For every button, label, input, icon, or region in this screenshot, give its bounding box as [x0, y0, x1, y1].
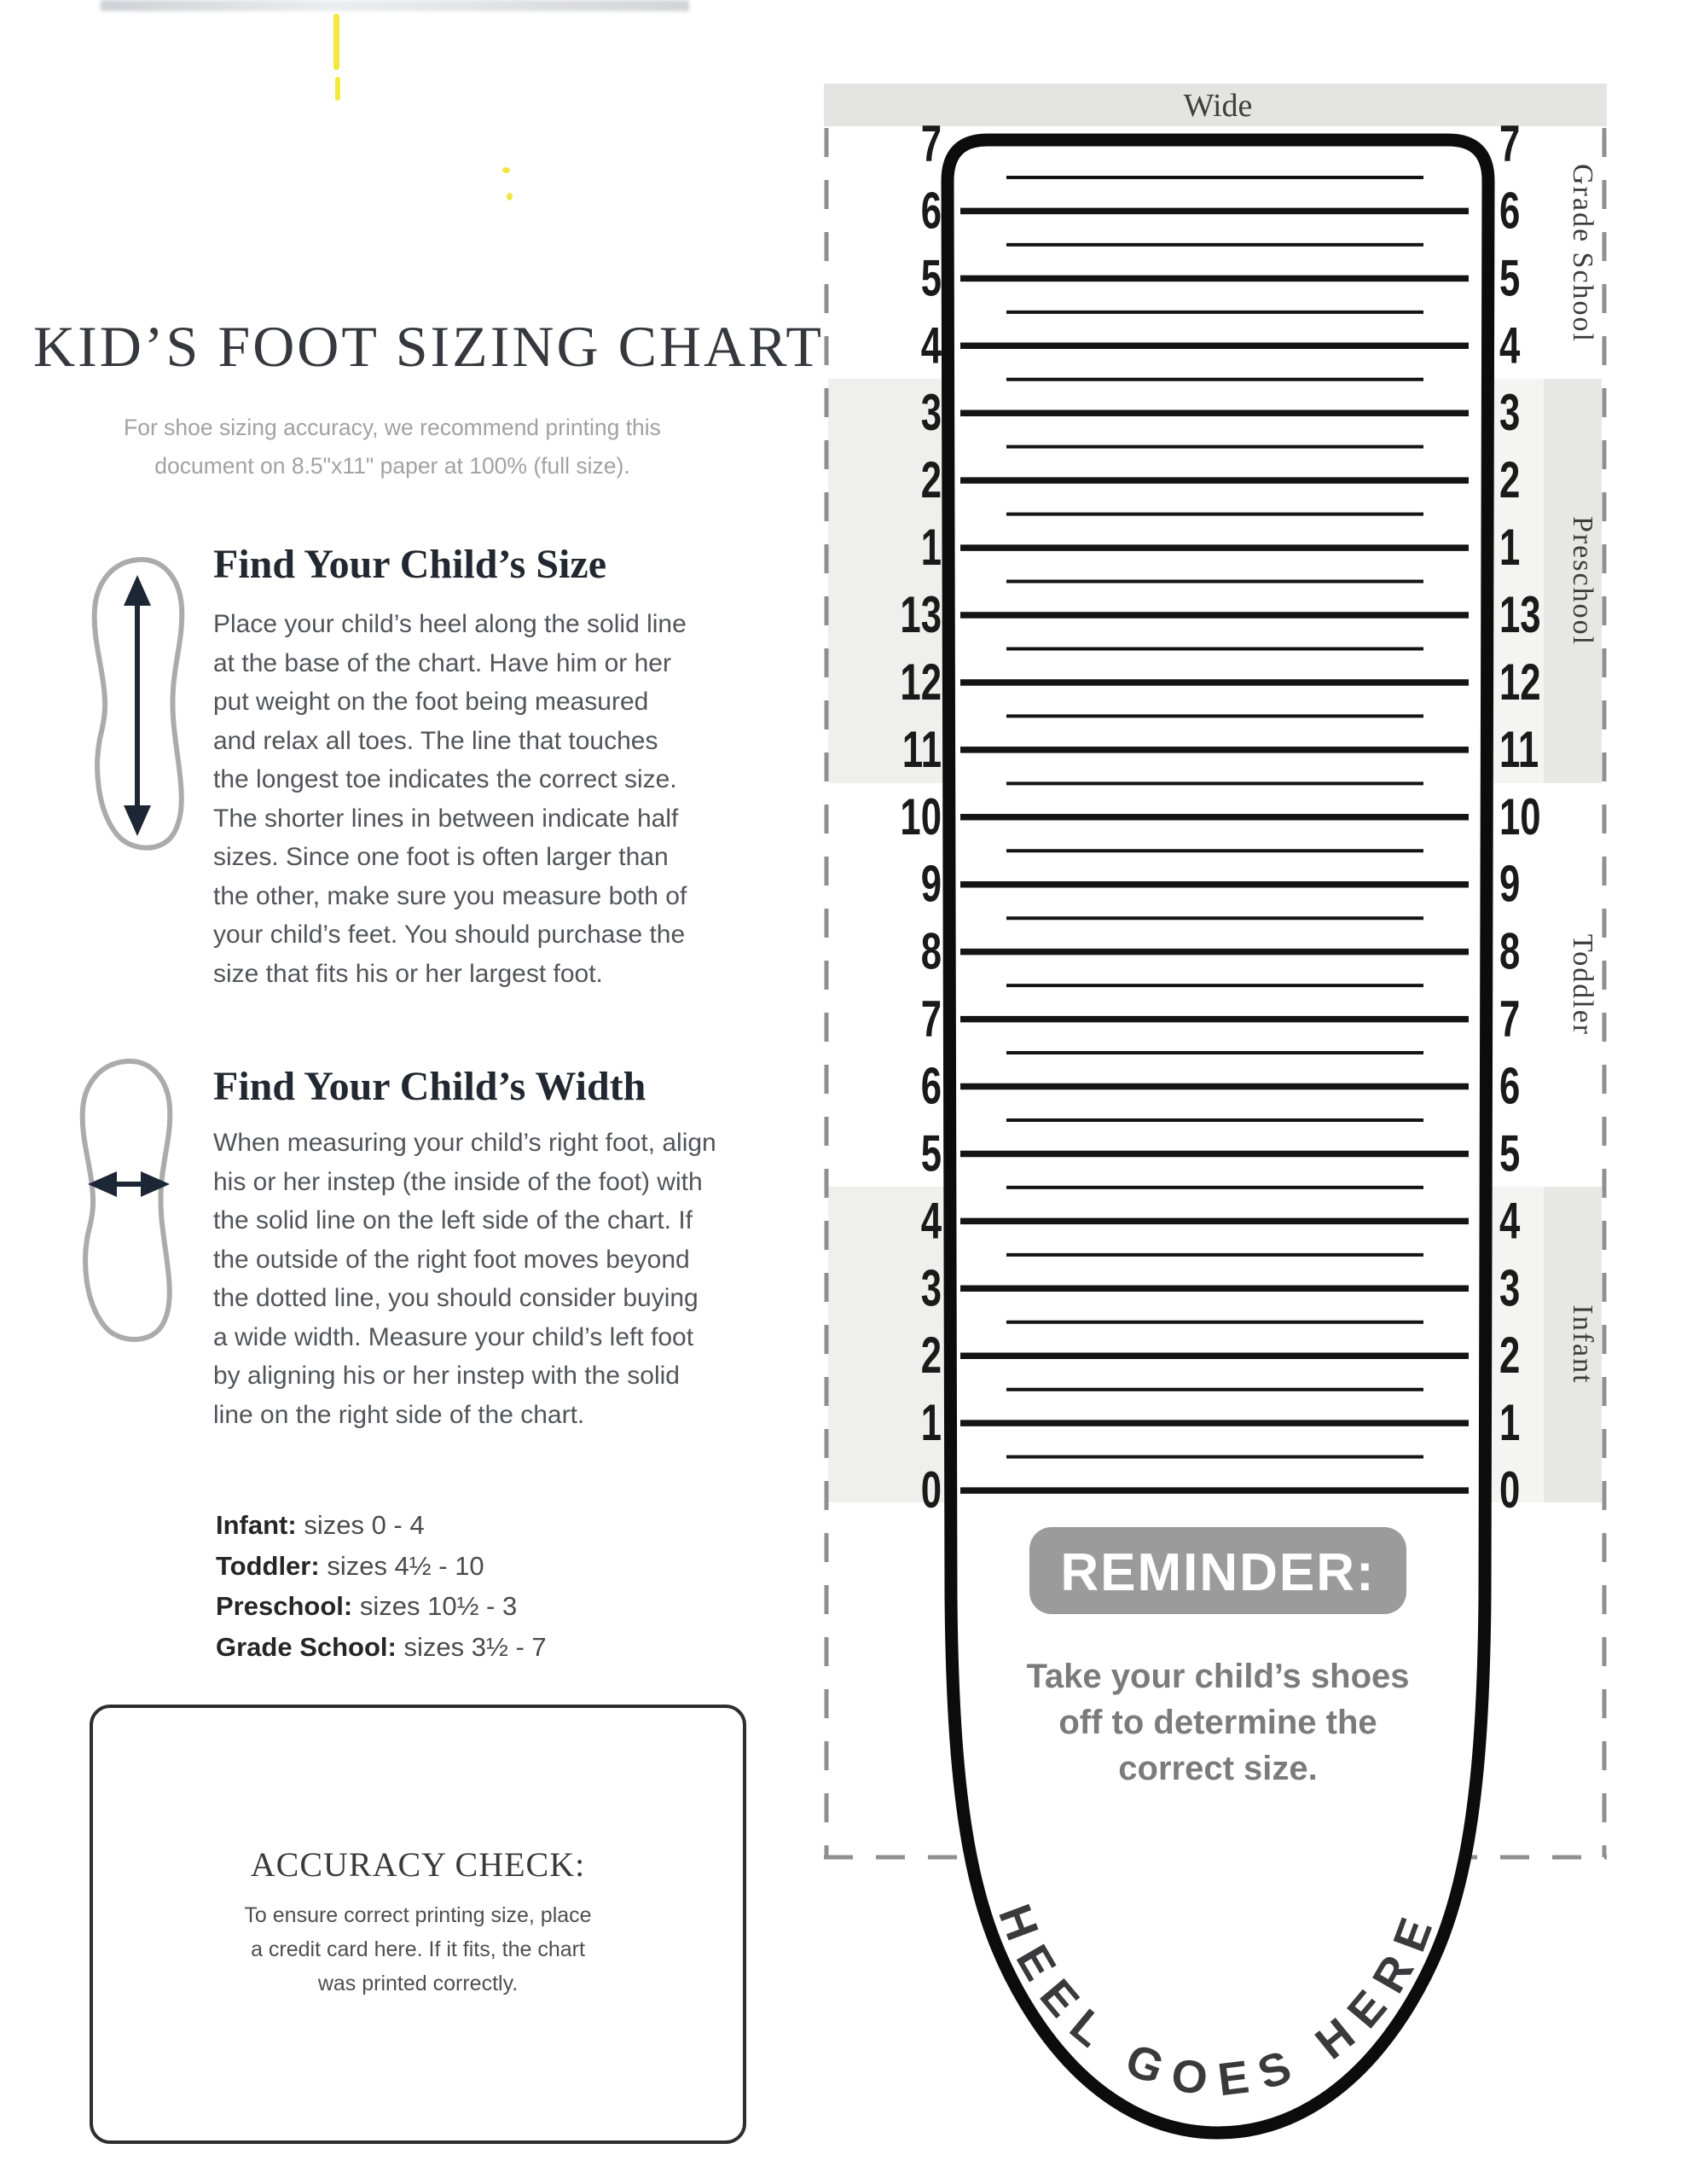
size-label-left: 6 — [920, 1057, 942, 1116]
size-label-right: 11 — [1499, 720, 1539, 779]
text-line: at the base of the chart. Have him or her — [213, 648, 671, 677]
scan-artifact-yellow-line — [333, 14, 339, 70]
text-line: was printed correctly. — [317, 1972, 519, 1995]
text-line: the outside of the right foot moves beyond — [213, 1245, 690, 1274]
text-line: The shorter lines in between indicate half — [213, 804, 679, 833]
zone-label: Preschool — [1567, 515, 1598, 647]
size-label-left: 0 — [920, 1461, 942, 1519]
size-label-right: 9 — [1499, 855, 1521, 914]
size-key-value: sizes 10½ - 3 — [359, 1591, 518, 1621]
text-line: sizes. Since one foot is often larger than — [213, 843, 669, 871]
size-label-right: 1 — [1499, 519, 1521, 577]
size-label-right: 4 — [1499, 1192, 1521, 1251]
scan-artifact-yellow-dot — [502, 167, 510, 173]
size-key-item — [216, 1546, 547, 1587]
text-line: To ensure correct printing size, place — [244, 1903, 592, 1927]
text-line: your child’s feet. You should purchase the — [213, 921, 686, 949]
wide-label: Wide — [1183, 88, 1253, 124]
text-line: Place your child’s heel along the solid line — [213, 610, 687, 638]
size-key-label: Preschool: — [216, 1591, 353, 1621]
text-line: the other, make sure you measure both of — [213, 881, 687, 910]
size-key-label: Infant: — [216, 1510, 297, 1540]
accuracy-check-heading: ACCURACY CHECK: — [250, 1845, 586, 1884]
size-key-list — [216, 1505, 547, 1667]
text-line: a wide width. Measure your child’s left foot — [213, 1322, 694, 1351]
size-label-left: 9 — [920, 855, 942, 914]
text-line: line on the right side of the chart. — [213, 1400, 585, 1429]
accuracy-check-paragraph — [93, 1898, 743, 2001]
text-line: the dotted line, you should consider buying — [213, 1284, 699, 1312]
size-label-right: 4 — [1499, 317, 1521, 375]
size-label-right: 6 — [1499, 1057, 1521, 1116]
size-key-item — [216, 1586, 547, 1627]
reminder-line: correct size. — [1118, 1750, 1318, 1787]
size-key-value: sizes 4½ - 10 — [327, 1550, 484, 1581]
size-label-left: 4 — [920, 317, 942, 375]
size-key-label: Toddler: — [216, 1550, 320, 1581]
foot-sizing-chart — [817, 77, 1627, 2184]
size-label-right: 1 — [1499, 1394, 1521, 1452]
size-label-right: 6 — [1499, 182, 1521, 241]
text-line: and relax all toes. The line that touches — [213, 726, 658, 755]
size-label-left: 2 — [920, 1327, 942, 1385]
section-heading-width: Find Your Child’s Width — [213, 1064, 646, 1109]
insole-outline — [83, 1061, 171, 1339]
size-label-right: 8 — [1499, 922, 1521, 981]
size-label-right: 5 — [1499, 1124, 1521, 1183]
zone-label: Grade School — [1567, 163, 1598, 344]
zone-label: Toddler — [1567, 933, 1598, 1037]
foot-length-icon — [84, 556, 190, 855]
foot-outline — [948, 140, 1488, 2133]
scan-artifact-yellow-dot — [507, 193, 513, 200]
zone-label: Infant — [1567, 1304, 1598, 1385]
foot-width-icon — [72, 1058, 178, 1346]
text-line: the solid line on the left side of the chart. If — [213, 1206, 693, 1234]
reminder-title: REMINDER: — [1060, 1543, 1376, 1602]
find-size-paragraph — [213, 605, 810, 993]
page-title: KID’S FOOT SIZING CHART — [33, 314, 824, 379]
text-line: When measuring your child’s right foot, align — [213, 1129, 716, 1157]
text-line: the longest toe indicates the correct size. — [213, 765, 677, 793]
text-line: a credit card here. If it fits, the chart — [251, 1937, 585, 1961]
size-label-left: 6 — [920, 182, 942, 241]
size-label-left: 5 — [920, 1124, 942, 1183]
text-line: his or her instep (the inside of the foot) with — [213, 1167, 703, 1196]
size-label-right: 3 — [1499, 384, 1521, 442]
size-key-item — [216, 1505, 547, 1546]
page-subtitle — [47, 409, 738, 485]
size-label-left: 13 — [900, 586, 942, 644]
size-label-right: 10 — [1499, 787, 1541, 846]
size-label-right: 7 — [1499, 114, 1521, 173]
size-label-left: 3 — [920, 384, 942, 442]
size-label-left: 11 — [901, 720, 942, 779]
size-label-left: 2 — [920, 451, 942, 509]
size-label-left: 3 — [920, 1259, 942, 1318]
size-label-left: 1 — [920, 519, 942, 577]
size-key-item — [216, 1627, 547, 1668]
reminder-line: off to determine the — [1058, 1704, 1377, 1741]
size-label-left: 4 — [920, 1192, 942, 1251]
size-label-right: 5 — [1499, 249, 1521, 308]
scan-artifact-smudge — [101, 0, 689, 11]
size-label-left: 12 — [900, 653, 942, 712]
size-label-left: 5 — [920, 249, 942, 308]
size-label-right: 13 — [1499, 586, 1541, 644]
text-line: size that fits his or her largest foot. — [213, 959, 603, 988]
find-width-paragraph — [213, 1124, 810, 1434]
size-label-right: 2 — [1499, 451, 1521, 509]
size-label-left: 10 — [900, 787, 942, 846]
size-label-left: 7 — [920, 990, 942, 1048]
heel-goes-here-text: HEEL GOES HERE — [988, 1897, 1447, 2106]
size-label-right: 0 — [1499, 1461, 1521, 1519]
size-key-value: sizes 0 - 4 — [304, 1510, 425, 1540]
text-line: For shoe sizing accuracy, we recommend printing this — [124, 415, 661, 440]
size-key-value: sizes 3½ - 7 — [403, 1631, 547, 1662]
size-label-right: 3 — [1499, 1259, 1521, 1318]
scan-artifact-yellow-line — [335, 77, 340, 101]
size-label-right: 7 — [1499, 990, 1521, 1048]
reminder-line: Take your child’s shoes — [1026, 1658, 1410, 1695]
size-label-right: 2 — [1499, 1327, 1521, 1385]
size-key-label: Grade School: — [216, 1631, 397, 1662]
size-label-left: 7 — [920, 114, 942, 173]
text-line: document on 8.5"x11" paper at 100% (full size). — [154, 453, 630, 479]
size-label-left: 8 — [920, 922, 942, 981]
section-heading-size: Find Your Child’s Size — [213, 542, 606, 587]
size-label-right: 12 — [1499, 653, 1541, 712]
text-line: put weight on the foot being measured — [213, 688, 649, 716]
text-line: by aligning his or her instep with the solid — [213, 1362, 680, 1390]
accuracy-check-box — [90, 1705, 746, 2144]
size-label-left: 1 — [920, 1394, 942, 1452]
